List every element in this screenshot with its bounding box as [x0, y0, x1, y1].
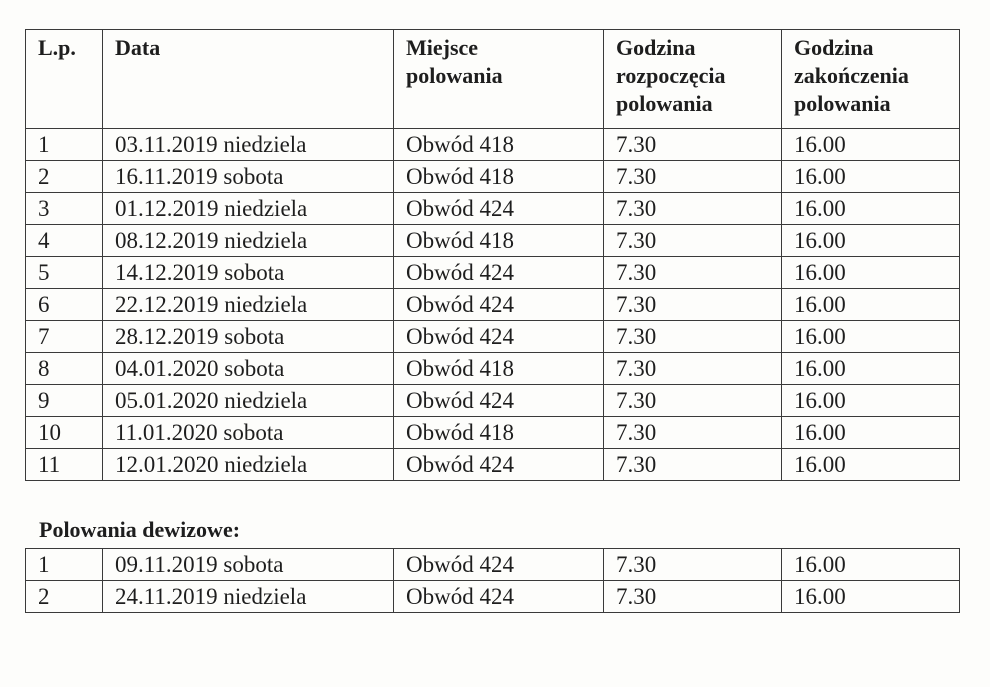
cell-end-time: 16.00	[782, 417, 960, 449]
cell-lp: 7	[26, 321, 103, 353]
header-end-time-line: polowania	[794, 91, 891, 116]
cell-start-time: 7.30	[604, 549, 782, 581]
header-end-time-line: Godzina	[794, 35, 874, 60]
table-row	[26, 193, 960, 225]
cell-start-time: 7.30	[604, 161, 782, 193]
cell-lp: 1	[26, 129, 103, 161]
cell-start-time: 7.30	[604, 385, 782, 417]
cell-location: Obwód 424	[394, 549, 604, 581]
cell-start-time: 7.30	[604, 353, 782, 385]
cell-lp: 3	[26, 193, 103, 225]
cell-location: Obwód 424	[394, 193, 604, 225]
hunt-schedule-table	[25, 29, 960, 481]
cell-end-time: 16.00	[782, 385, 960, 417]
cell-location: Obwód 418	[394, 417, 604, 449]
table-row	[26, 161, 960, 193]
cell-date: 08.12.2019 niedziela	[103, 225, 394, 257]
cell-date: 14.12.2019 sobota	[103, 257, 394, 289]
header-start-time	[604, 30, 782, 129]
cell-end-time: 16.00	[782, 161, 960, 193]
cell-date: 04.01.2020 sobota	[103, 353, 394, 385]
cell-location: Obwód 424	[394, 321, 604, 353]
cell-start-time: 7.30	[604, 449, 782, 481]
table-row	[26, 257, 960, 289]
cell-date: 01.12.2019 niedziela	[103, 193, 394, 225]
cell-start-time: 7.30	[604, 321, 782, 353]
table-header-row	[26, 30, 960, 129]
header-date	[103, 30, 394, 129]
header-lp-line: L.p.	[38, 35, 76, 60]
cell-end-time: 16.00	[782, 353, 960, 385]
cell-lp: 11	[26, 449, 103, 481]
cell-date: 22.12.2019 niedziela	[103, 289, 394, 321]
header-end-time	[782, 30, 960, 129]
table-row	[26, 549, 960, 581]
cell-location: Obwód 424	[394, 449, 604, 481]
cell-end-time: 16.00	[782, 289, 960, 321]
cell-lp: 2	[26, 581, 103, 613]
cell-date: 24.11.2019 niedziela	[103, 581, 394, 613]
cell-lp: 8	[26, 353, 103, 385]
cell-lp: 6	[26, 289, 103, 321]
cell-start-time: 7.30	[604, 289, 782, 321]
cell-start-time: 7.30	[604, 257, 782, 289]
dewizowe-hunts-table	[25, 548, 960, 613]
cell-date: 12.01.2020 niedziela	[103, 449, 394, 481]
cell-end-time: 16.00	[782, 449, 960, 481]
table-row	[26, 289, 960, 321]
table-row	[26, 417, 960, 449]
cell-date: 16.11.2019 sobota	[103, 161, 394, 193]
cell-date: 09.11.2019 sobota	[103, 549, 394, 581]
cell-lp: 5	[26, 257, 103, 289]
cell-date: 05.01.2020 niedziela	[103, 385, 394, 417]
header-lp	[26, 30, 103, 129]
table-row	[26, 353, 960, 385]
table-body	[26, 129, 960, 481]
header-location-line: Miejsce	[406, 35, 479, 60]
table-row	[26, 385, 960, 417]
cell-location: Obwód 418	[394, 353, 604, 385]
cell-lp: 4	[26, 225, 103, 257]
cell-location: Obwód 424	[394, 581, 604, 613]
table-row	[26, 581, 960, 613]
cell-end-time: 16.00	[782, 581, 960, 613]
cell-start-time: 7.30	[604, 417, 782, 449]
cell-location: Obwód 418	[394, 161, 604, 193]
header-start-time-line: polowania	[616, 91, 713, 116]
cell-start-time: 7.30	[604, 129, 782, 161]
cell-end-time: 16.00	[782, 549, 960, 581]
cell-end-time: 16.00	[782, 129, 960, 161]
cell-start-time: 7.30	[604, 193, 782, 225]
table-row	[26, 129, 960, 161]
header-end-time-line: zakończenia	[794, 63, 909, 88]
cell-location: Obwód 418	[394, 225, 604, 257]
dewizowe-table-body	[26, 549, 960, 613]
cell-end-time: 16.00	[782, 225, 960, 257]
cell-date: 28.12.2019 sobota	[103, 321, 394, 353]
cell-location: Obwód 418	[394, 129, 604, 161]
cell-lp: 9	[26, 385, 103, 417]
table-row	[26, 225, 960, 257]
cell-end-time: 16.00	[782, 321, 960, 353]
cell-date: 03.11.2019 niedziela	[103, 129, 394, 161]
table-row	[26, 449, 960, 481]
cell-lp: 1	[26, 549, 103, 581]
cell-location: Obwód 424	[394, 385, 604, 417]
cell-location: Obwód 424	[394, 289, 604, 321]
header-date-line: Data	[115, 35, 161, 60]
cell-lp: 10	[26, 417, 103, 449]
table-row	[26, 321, 960, 353]
cell-lp: 2	[26, 161, 103, 193]
cell-date: 11.01.2020 sobota	[103, 417, 394, 449]
cell-start-time: 7.30	[604, 581, 782, 613]
dewizowe-section-title: Polowania dewizowe:	[39, 517, 241, 542]
cell-location: Obwód 424	[394, 257, 604, 289]
header-location	[394, 30, 604, 129]
header-start-time-line: rozpoczęcia	[616, 63, 726, 88]
header-location-line: polowania	[406, 63, 503, 88]
header-start-time-line: Godzina	[616, 35, 696, 60]
cell-end-time: 16.00	[782, 257, 960, 289]
cell-start-time: 7.30	[604, 225, 782, 257]
cell-end-time: 16.00	[782, 193, 960, 225]
